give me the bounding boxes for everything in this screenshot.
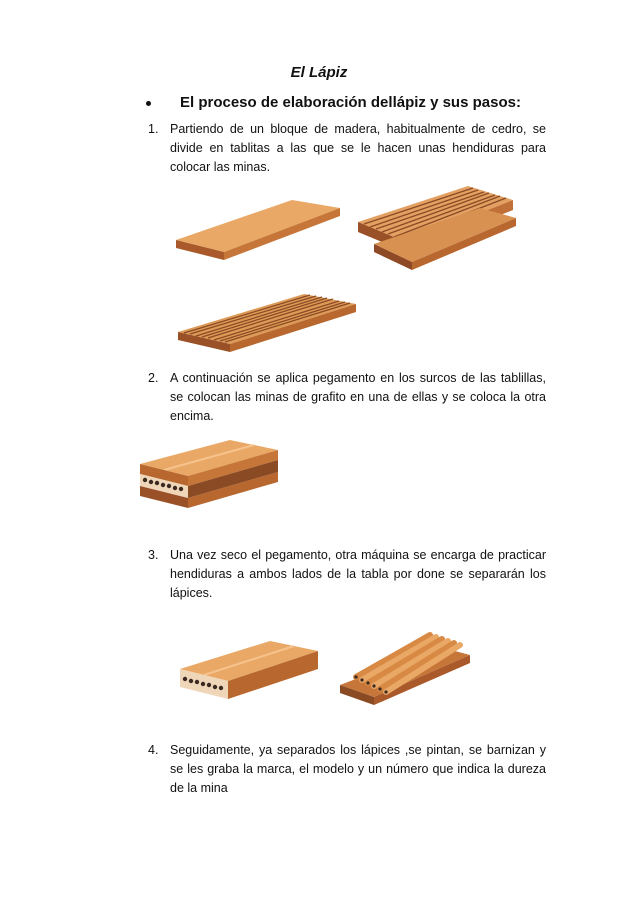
wood-boards-illustration [168,182,528,357]
step-text: A continuación se aplica pegamento en los surcos de las tablillas, se colocan las minas de grafito en una de ellas y se coloca la otra encima. [170,371,546,423]
step-1 [150,120,546,177]
step-number: 4. [148,743,159,757]
separated-pencils-illustration [170,625,480,720]
glued-boards-illustration [128,436,288,526]
page-title: El Lápiz [290,64,348,81]
figure-step-3 [170,625,480,720]
step-text: Seguidamente, ya separados los lápices ,se pintan, se barnizan y se les graba la marca, el modelo y un número que indica la dureza de la mina [170,743,546,795]
plain-plank [176,200,340,260]
step-number: 1. [148,122,159,136]
step-number: 2. [148,371,159,385]
grooved-boards-stack [358,186,516,270]
grooved-plank [178,294,356,352]
step-text: Una vez seco el pegamento, otra máquina se encarga de practicar hendiduras a ambos lados de la tabla por done se separarán los lápices. [170,548,546,600]
step-text: Partiendo de un bloque de madera, habitualmente de cedro, se divide en tablitas a las que se le hacen unas hendiduras para colocar las minas. [170,122,546,174]
grooved-sandwich [180,641,318,699]
step-3 [150,546,546,603]
figure-step-2 [128,436,288,526]
bullet-icon [146,101,151,106]
step-number: 3. [148,548,159,562]
step-4 [150,741,546,798]
step-2 [150,369,546,426]
section-heading-text: El proceso de elaboración dellápiz y sus pasos: [180,94,521,111]
figure-step-1 [168,182,528,357]
pencil-strips [340,635,470,705]
